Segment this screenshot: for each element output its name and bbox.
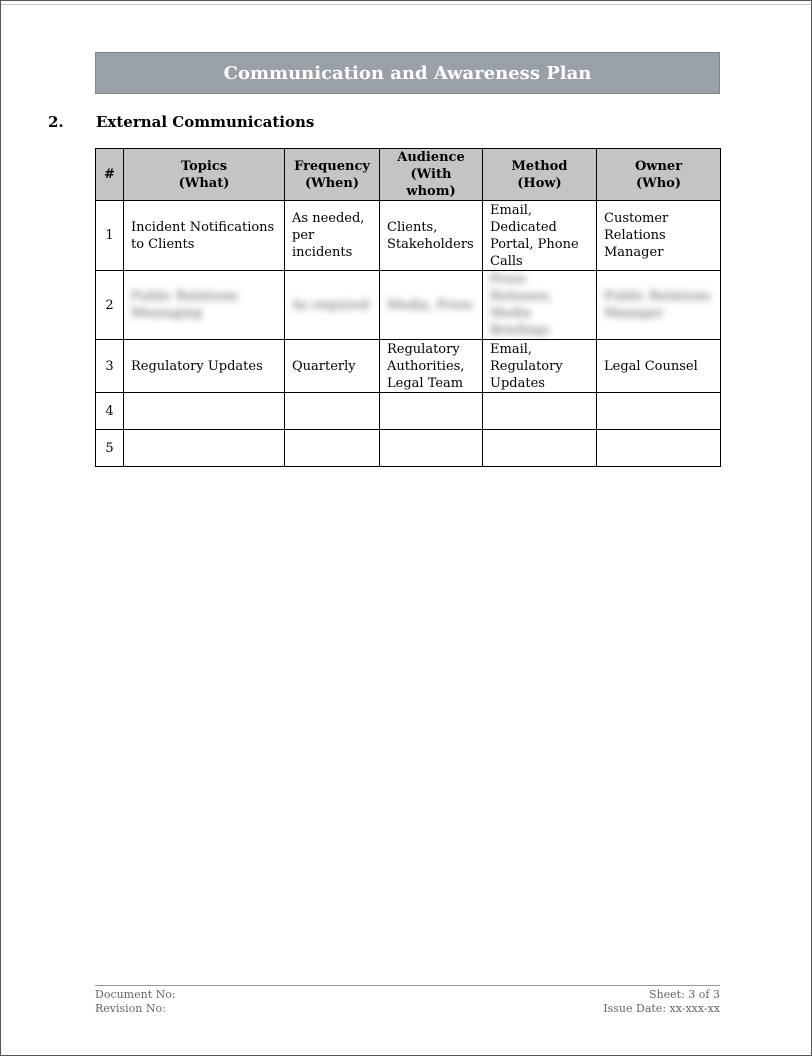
issue-date: Issue Date: xx-xxx-xx: [603, 1002, 720, 1015]
footer-left: [95, 988, 176, 1016]
table-row: [96, 271, 721, 340]
section-number: 2.: [48, 113, 64, 131]
cell-owner-blurred: Public Relations Manager: [597, 271, 721, 340]
document-number-label: Document No:: [95, 988, 176, 1001]
top-rule: [1, 4, 811, 5]
revision-number-label: Revision No:: [95, 1002, 166, 1015]
cell-method: [483, 393, 597, 430]
cell-method: Email, Dedicated Portal, Phone Calls: [483, 201, 597, 271]
cell-topics-blurred: Public Relations Messaging: [124, 271, 285, 340]
table-row: [96, 393, 721, 430]
footer-right: [603, 988, 720, 1016]
cell-method: Email, Regulatory Updates: [483, 340, 597, 393]
section-title: External Communications: [96, 113, 315, 131]
communications-table: [95, 148, 721, 467]
cell-topics: [124, 430, 285, 467]
cell-audience-blurred: Media, Press: [380, 271, 483, 340]
cell-frequency: Quarterly: [285, 340, 380, 393]
cell-owner: Legal Counsel: [597, 340, 721, 393]
cell-method-blurred: Press Releases, Media Briefings: [483, 271, 597, 340]
document-title: Communication and Awareness Plan: [223, 62, 592, 84]
table-row: [96, 430, 721, 467]
cell-audience: [380, 393, 483, 430]
header-method: Method (How): [483, 149, 597, 201]
cell-frequency-blurred: As required: [285, 271, 380, 340]
row-number: 4: [96, 393, 124, 430]
header-frequency: Frequency (When): [285, 149, 380, 201]
table-row: [96, 340, 721, 393]
table-row: [96, 201, 721, 271]
cell-frequency: [285, 393, 380, 430]
cell-topics: Regulatory Updates: [124, 340, 285, 393]
row-number: 1: [96, 201, 124, 271]
document-title-banner: [95, 52, 720, 94]
cell-topics: Incident Notifications to Clients: [124, 201, 285, 271]
header-num: #: [96, 149, 124, 201]
header-topics: Topics (What): [124, 149, 285, 201]
table-header-row: [96, 149, 721, 201]
cell-method: [483, 430, 597, 467]
cell-audience: Clients, Stakeholders: [380, 201, 483, 271]
cell-owner: [597, 430, 721, 467]
sheet-indicator: Sheet: 3 of 3: [649, 988, 720, 1001]
row-number: 2: [96, 271, 124, 340]
cell-owner: Customer Relations Manager: [597, 201, 721, 271]
cell-frequency: [285, 430, 380, 467]
cell-audience: [380, 430, 483, 467]
cell-audience: Regulatory Authorities, Legal Team: [380, 340, 483, 393]
cell-topics: [124, 393, 285, 430]
row-number: 5: [96, 430, 124, 467]
header-audience: Audience (With whom): [380, 149, 483, 201]
page-footer: [95, 985, 720, 1015]
header-owner: Owner (Who): [597, 149, 721, 201]
cell-owner: [597, 393, 721, 430]
cell-frequency: As needed, per incidents: [285, 201, 380, 271]
row-number: 3: [96, 340, 124, 393]
